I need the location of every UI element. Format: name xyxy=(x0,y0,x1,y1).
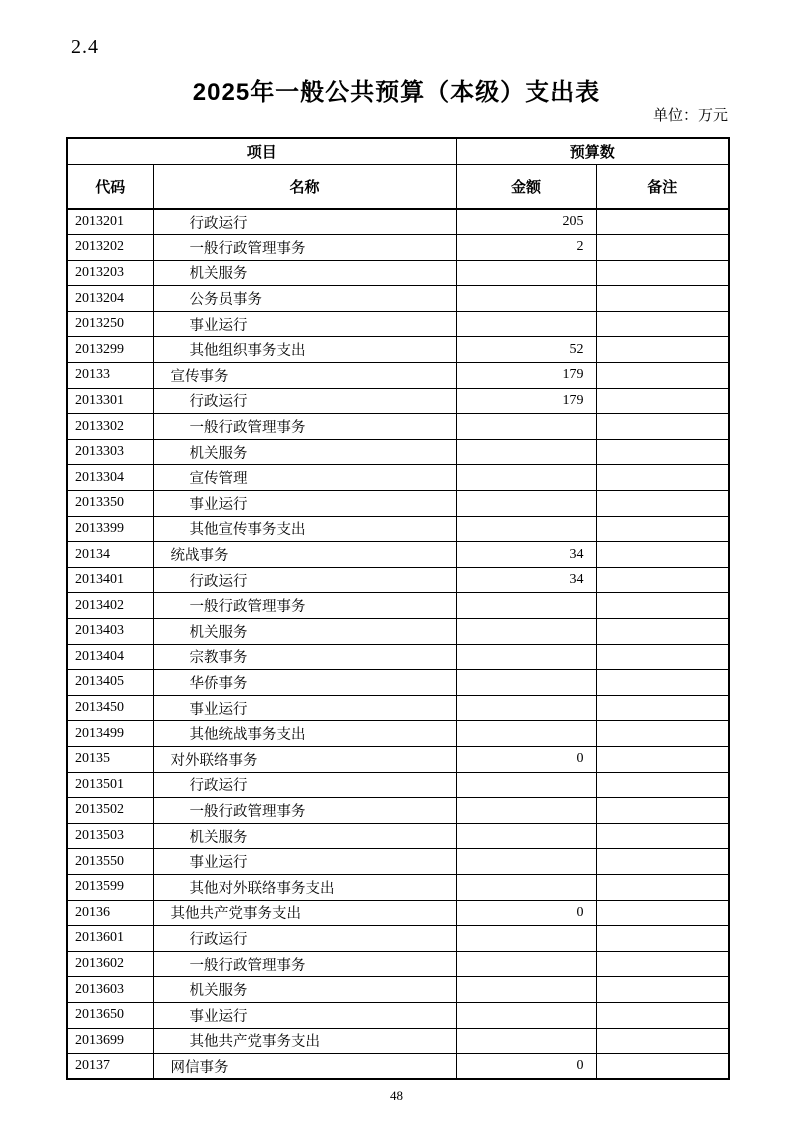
cell-amount: 34 xyxy=(456,542,596,568)
cell-amount xyxy=(456,721,596,747)
cell-note xyxy=(596,644,729,670)
table-row xyxy=(67,1002,729,1028)
unit-label: 单位：万元 xyxy=(652,108,728,124)
cell-note xyxy=(596,260,729,286)
cell-name: 一般行政管理事务 xyxy=(153,414,456,440)
table-row xyxy=(67,1054,729,1080)
cell-note xyxy=(596,695,729,721)
table-row xyxy=(67,695,729,721)
cell-name: 机关服务 xyxy=(153,260,456,286)
cell-note xyxy=(596,1028,729,1054)
cell-code: 2013503 xyxy=(67,823,153,849)
table-row xyxy=(67,311,729,337)
table-row xyxy=(67,567,729,593)
table-row xyxy=(67,465,729,491)
cell-code: 2013602 xyxy=(67,951,153,977)
cell-amount xyxy=(456,311,596,337)
header-group-row xyxy=(67,138,729,165)
budget-table xyxy=(66,137,730,1080)
cell-code: 2013599 xyxy=(67,874,153,900)
cell-name: 行政运行 xyxy=(153,772,456,798)
table-row xyxy=(67,619,729,645)
cell-note xyxy=(596,670,729,696)
table-row xyxy=(67,209,729,235)
cell-note xyxy=(596,465,729,491)
cell-note xyxy=(596,798,729,824)
cell-note xyxy=(596,746,729,772)
cell-name: 事业运行 xyxy=(153,1002,456,1028)
cell-name: 其他统战事务支出 xyxy=(153,721,456,747)
cell-code: 2013203 xyxy=(67,260,153,286)
cell-code: 2013302 xyxy=(67,414,153,440)
table-row xyxy=(67,286,729,312)
cell-code: 2013699 xyxy=(67,1028,153,1054)
cell-amount xyxy=(456,1002,596,1028)
cell-note xyxy=(596,311,729,337)
cell-name: 事业运行 xyxy=(153,849,456,875)
cell-amount xyxy=(456,491,596,517)
cell-note xyxy=(596,874,729,900)
table-row xyxy=(67,516,729,542)
cell-name: 机关服务 xyxy=(153,977,456,1003)
cell-note xyxy=(596,388,729,414)
header-budget-group: 预算数 xyxy=(456,138,729,165)
header-name: 名称 xyxy=(153,165,456,210)
cell-name: 机关服务 xyxy=(153,619,456,645)
cell-note xyxy=(596,823,729,849)
cell-amount xyxy=(456,951,596,977)
cell-code: 20137 xyxy=(67,1054,153,1080)
cell-note xyxy=(596,1054,729,1080)
header-column-row xyxy=(67,165,729,210)
cell-name: 一般行政管理事务 xyxy=(153,235,456,261)
table-row xyxy=(67,798,729,824)
cell-amount xyxy=(456,593,596,619)
cell-name: 行政运行 xyxy=(153,388,456,414)
cell-amount xyxy=(456,874,596,900)
cell-amount xyxy=(456,849,596,875)
cell-note xyxy=(596,619,729,645)
cell-code: 2013204 xyxy=(67,286,153,312)
cell-note xyxy=(596,1002,729,1028)
table-row xyxy=(67,363,729,389)
cell-name: 一般行政管理事务 xyxy=(153,951,456,977)
cell-amount xyxy=(456,670,596,696)
header-note: 备注 xyxy=(596,165,729,210)
header-project-group: 项目 xyxy=(67,138,456,165)
cell-amount: 179 xyxy=(456,363,596,389)
cell-code: 2013299 xyxy=(67,337,153,363)
cell-name: 行政运行 xyxy=(153,926,456,952)
cell-name: 其他宣传事务支出 xyxy=(153,516,456,542)
cell-name: 宗教事务 xyxy=(153,644,456,670)
cell-name: 行政运行 xyxy=(153,567,456,593)
cell-code: 2013450 xyxy=(67,695,153,721)
table-row xyxy=(67,721,729,747)
table-row xyxy=(67,542,729,568)
cell-name: 宣传管理 xyxy=(153,465,456,491)
cell-code: 2013303 xyxy=(67,439,153,465)
cell-amount xyxy=(456,926,596,952)
cell-name: 对外联络事务 xyxy=(153,746,456,772)
cell-code: 2013501 xyxy=(67,772,153,798)
cell-code: 2013402 xyxy=(67,593,153,619)
cell-note xyxy=(596,516,729,542)
section-number: 2.4 xyxy=(71,36,99,58)
cell-amount xyxy=(456,644,596,670)
cell-note xyxy=(596,951,729,977)
table-row xyxy=(67,491,729,517)
cell-name: 机关服务 xyxy=(153,823,456,849)
cell-amount xyxy=(456,516,596,542)
cell-amount: 0 xyxy=(456,1054,596,1080)
cell-code: 20134 xyxy=(67,542,153,568)
cell-name: 公务员事务 xyxy=(153,286,456,312)
cell-note xyxy=(596,567,729,593)
cell-note xyxy=(596,439,729,465)
cell-amount xyxy=(456,977,596,1003)
cell-name: 机关服务 xyxy=(153,439,456,465)
table-row xyxy=(67,951,729,977)
cell-code: 2013301 xyxy=(67,388,153,414)
cell-name: 其他共产党事务支出 xyxy=(153,900,456,926)
cell-note xyxy=(596,977,729,1003)
cell-note xyxy=(596,721,729,747)
cell-amount xyxy=(456,260,596,286)
cell-note xyxy=(596,593,729,619)
cell-amount: 2 xyxy=(456,235,596,261)
cell-name: 事业运行 xyxy=(153,695,456,721)
page-title: 2025年一般公共预算（本级）支出表 xyxy=(192,79,601,106)
table-row xyxy=(67,235,729,261)
cell-amount xyxy=(456,286,596,312)
cell-name: 其他对外联络事务支出 xyxy=(153,874,456,900)
cell-note xyxy=(596,491,729,517)
cell-code: 2013404 xyxy=(67,644,153,670)
cell-amount: 52 xyxy=(456,337,596,363)
cell-note xyxy=(596,900,729,926)
cell-name: 统战事务 xyxy=(153,542,456,568)
cell-name: 事业运行 xyxy=(153,311,456,337)
header-amount: 金额 xyxy=(456,165,596,210)
cell-name: 行政运行 xyxy=(153,209,456,235)
table-row xyxy=(67,772,729,798)
cell-code: 2013350 xyxy=(67,491,153,517)
cell-name: 宣传事务 xyxy=(153,363,456,389)
cell-note xyxy=(596,209,729,235)
cell-code: 20135 xyxy=(67,746,153,772)
page-number: 48 xyxy=(390,1088,403,1103)
cell-code: 2013399 xyxy=(67,516,153,542)
cell-name: 其他组织事务支出 xyxy=(153,337,456,363)
cell-name: 网信事务 xyxy=(153,1054,456,1080)
cell-name: 一般行政管理事务 xyxy=(153,593,456,619)
cell-amount xyxy=(456,465,596,491)
cell-amount: 205 xyxy=(456,209,596,235)
table-row xyxy=(67,388,729,414)
cell-note xyxy=(596,337,729,363)
table-row xyxy=(67,439,729,465)
table-row xyxy=(67,670,729,696)
table-row xyxy=(67,260,729,286)
cell-note xyxy=(596,772,729,798)
table-row xyxy=(67,926,729,952)
cell-amount xyxy=(456,619,596,645)
cell-amount xyxy=(456,1028,596,1054)
table-row xyxy=(67,337,729,363)
cell-note xyxy=(596,414,729,440)
table-row xyxy=(67,1028,729,1054)
cell-amount: 179 xyxy=(456,388,596,414)
cell-note xyxy=(596,286,729,312)
cell-name: 其他共产党事务支出 xyxy=(153,1028,456,1054)
cell-note xyxy=(596,363,729,389)
cell-amount xyxy=(456,772,596,798)
cell-name: 华侨事务 xyxy=(153,670,456,696)
table-body xyxy=(67,209,729,1079)
table-row xyxy=(67,593,729,619)
header-code: 代码 xyxy=(67,165,153,210)
cell-note xyxy=(596,542,729,568)
cell-code: 2013502 xyxy=(67,798,153,824)
cell-code: 2013601 xyxy=(67,926,153,952)
table-header xyxy=(67,138,729,209)
table-row xyxy=(67,977,729,1003)
cell-amount: 0 xyxy=(456,900,596,926)
cell-code: 2013403 xyxy=(67,619,153,645)
table-row xyxy=(67,746,729,772)
cell-amount xyxy=(456,439,596,465)
cell-note xyxy=(596,926,729,952)
cell-amount: 34 xyxy=(456,567,596,593)
cell-code: 2013202 xyxy=(67,235,153,261)
cell-code: 2013405 xyxy=(67,670,153,696)
cell-code: 20136 xyxy=(67,900,153,926)
cell-name: 事业运行 xyxy=(153,491,456,517)
table-row xyxy=(67,414,729,440)
cell-amount: 0 xyxy=(456,746,596,772)
cell-code: 2013250 xyxy=(67,311,153,337)
cell-code: 2013401 xyxy=(67,567,153,593)
cell-code: 2013499 xyxy=(67,721,153,747)
table-row xyxy=(67,874,729,900)
table-row xyxy=(67,849,729,875)
cell-note xyxy=(596,849,729,875)
cell-code: 2013603 xyxy=(67,977,153,1003)
cell-amount xyxy=(456,823,596,849)
table-row xyxy=(67,823,729,849)
table-row xyxy=(67,644,729,670)
cell-code: 2013304 xyxy=(67,465,153,491)
cell-code: 2013201 xyxy=(67,209,153,235)
cell-amount xyxy=(456,695,596,721)
cell-code: 2013650 xyxy=(67,1002,153,1028)
cell-name: 一般行政管理事务 xyxy=(153,798,456,824)
cell-amount xyxy=(456,414,596,440)
cell-note xyxy=(596,235,729,261)
cell-amount xyxy=(456,798,596,824)
cell-code: 2013550 xyxy=(67,849,153,875)
table-row xyxy=(67,900,729,926)
cell-code: 20133 xyxy=(67,363,153,389)
